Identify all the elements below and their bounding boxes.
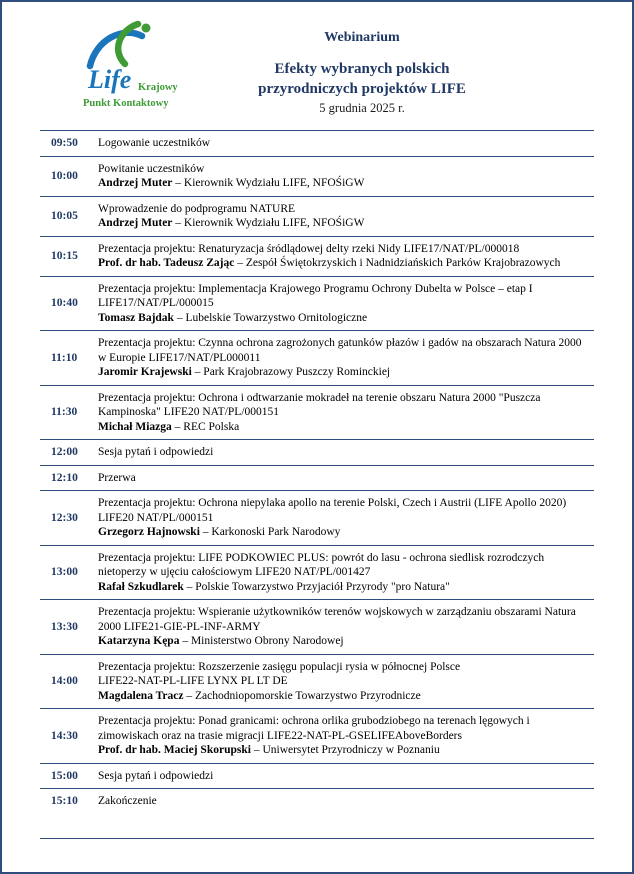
agenda-time: 14:30 [51,729,78,742]
speaker-name: Grzegorz Hajnowski [98,526,200,538]
agenda-speaker-line [98,256,592,271]
agenda-speaker-line [98,420,592,435]
speaker-name: Jaromir Krajewski [98,366,192,378]
agenda-time: 12:30 [51,511,78,524]
speaker-affiliation: – Zachodniopomorskie Towarzystwo Przyrodnicze [183,689,421,702]
agenda-detail-line: Przerwa [98,471,136,484]
agenda-detail-line: Prezentacja projektu: LIFE PODKOWIEC PLUS: powrót do lasu - ochrona siedlisk rozrodczych nietoperzy w ujęciu całościowym LIFE20 NAT/PL/001427 [98,551,545,578]
agenda-time: 10:05 [51,210,78,222]
speaker-name: Prof. dr hab. Maciej Skorupski [98,744,251,756]
agenda-speaker-line [98,525,592,540]
agenda-detail-line: Prezentacja projektu: Implementacja Krajowego Programu Ochrony Dubelta w Polsce – etap I LIFE17/NAT/PL/000015 [98,282,533,309]
agenda-description [98,551,594,595]
subtitle-line-2: przyrodniczych projektów LIFE [258,81,466,97]
agenda-row [40,788,594,838]
agenda-description [98,336,594,380]
agenda-description [98,445,594,460]
speaker-affiliation: – Zespół Świętokrzyskich i Nadnidziańskich Parków Krajobrazowych [234,257,561,269]
agenda-time: 15:10 [51,795,78,808]
agenda-description [98,471,594,486]
agenda-detail-line: Prezentacja projektu: Renaturyzacja śródlądowej delty rzeki Nidy LIFE17/NAT/PL/000018 [98,242,520,255]
agenda-detail-line: Sesja pytań i odpowiedzi [98,769,214,782]
agenda-row [40,236,594,276]
speaker-affiliation: – Polskie Towarzystwo Przyjaciół Przyrody "pro Natura" [183,580,450,593]
agenda-row [40,156,594,196]
agenda-row [40,763,594,789]
agenda-detail-line: Prezentacja projektu: Wspieranie użytkowników terenów wojskowych w zarządzaniu obszarami Natura 2000 LIFE21-GIE-PL-INF-ARMY [98,606,576,633]
agenda-time: 10:15 [51,250,78,262]
agenda-row [40,599,594,654]
speaker-affiliation: – Park Krajobrazowy Puszczy Rominckiej [191,366,391,378]
agenda-speaker-line [98,216,592,231]
logo-krajowy-text: Krajowy [138,82,178,93]
speaker-name: Katarzyna Kępa [98,635,180,647]
agenda-speaker-line [98,311,592,326]
agenda-detail-line: LIFE22-NAT-PL-LIFE LYNX PL LT DE [98,675,288,687]
agenda-time: 14:00 [51,675,78,688]
agenda-row [40,276,594,331]
agenda-list [40,130,594,839]
title-block [172,30,552,116]
agenda-detail-line: Powitanie uczestników [98,162,205,175]
agenda-time: 10:00 [51,170,78,182]
agenda-row [40,545,594,600]
speaker-affiliation: – Ministerstwo Obrony Narodowej [179,635,344,647]
agenda-time: 09:50 [51,137,78,150]
agenda-speaker-line [98,743,592,758]
agenda-row [40,654,594,709]
speaker-affiliation: – Uniwersytet Przyrodniczy w Poznaniu [250,744,440,756]
agenda-description [98,769,594,784]
agenda-time: 10:40 [51,297,78,310]
logo-swoosh-icon [90,24,151,67]
agenda-description [98,714,594,758]
agenda-description [98,162,594,191]
life-logo-graphic [80,18,180,118]
page-title: Webinarium [324,30,400,45]
agenda-description [98,242,594,271]
speaker-name: Tomasz Bajdak [98,311,174,324]
agenda-description [98,794,594,809]
agenda-detail-line: Prezentacja projektu: Rozszerzenie zasięgu populacji rysia w północnej Polsce [98,660,461,673]
speaker-name: Michał Miazga [98,420,172,433]
agenda-time: 15:00 [51,769,78,782]
agenda-row [40,385,594,440]
agenda-row [40,490,594,545]
agenda-time: 13:00 [51,566,78,579]
speaker-affiliation: – Kierownik Wydziału LIFE, NFOŚiGW [172,177,365,189]
speaker-affiliation: – REC Polska [171,420,240,433]
agenda-time: 13:30 [51,620,78,633]
agenda-detail-line: Prezentacja projektu: Ochrona niepylaka apollo na terenie Polski, Czech i Austrii (LIFE Apollo 2020) LIFE20 NAT/PL/000151 [98,497,567,524]
agenda-detail-line: Prezentacja projektu: Ponad granicami: ochrona orlika grubodziobego na terenach lęgowych i zimowiskach oraz na trasie migracji LIFE22-NAT-PL-GSELIFEAboveBorders [98,715,530,742]
agenda-row [40,330,594,385]
agenda-detail-line: Wprowadzenie do podprogramu NATURE [98,202,296,215]
agenda-description [98,136,594,151]
agenda-speaker-line [98,634,592,649]
agenda-description [98,391,594,435]
agenda-detail-line: Prezentacja projektu: Ochrona i odtwarzanie mokradeł na terenie obszaru Natura 2000 "Puszcza Kampinoska" LIFE20 NAT/PL/000151 [98,391,541,418]
agenda-detail-line: Sesja pytań i odpowiedzi [98,446,214,458]
speaker-name: Andrzej Muter [98,177,173,189]
header [2,2,632,130]
agenda-row [40,196,594,236]
agenda-time: 11:30 [51,406,78,419]
agenda-speaker-line [98,580,592,595]
agenda-description [98,496,594,540]
subtitle-line-1: Efekty wybranych polskich [274,61,450,77]
agenda-speaker-line [98,365,592,380]
speaker-affiliation: – Kierownik Wydziału LIFE, NFOŚiGW [172,217,365,229]
speaker-name: Andrzej Muter [98,217,173,229]
agenda-row [40,439,594,465]
agenda-detail-line: Prezentacja projektu: Czynna ochrona zagrożonych gatunków płazów i gadów na obszarach Natura 2000 w Europie LIFE17/NAT/PL000011 [98,337,582,364]
life-kpk-logo [80,18,180,118]
speaker-affiliation: – Lubelskie Towarzystwo Ornitologiczne [173,311,368,324]
agenda-time: 11:10 [51,351,78,364]
logo-punkt-kontaktowy-text: Punkt Kontaktowy [83,98,169,109]
event-date: 5 grudnia 2025 r. [319,101,405,115]
agenda-description [98,202,594,231]
agenda-detail-line: Logowanie uczestników [98,137,211,149]
agenda-time: 12:10 [51,471,78,484]
agenda-row [40,130,594,156]
speaker-name: Magdalena Tracz [98,689,184,702]
agenda-detail-line: Zakończenie [98,795,157,807]
speaker-name: Rafał Szkudlarek [98,580,184,593]
agenda-description [98,605,594,649]
speaker-name: Prof. dr hab. Tadeusz Zając [98,257,235,269]
agenda-time: 12:00 [51,446,78,459]
speaker-affiliation: – Karkonoski Park Narodowy [199,526,341,538]
agenda-description [98,282,594,326]
agenda-row [40,465,594,491]
agenda-description [98,660,594,704]
logo-life-text: Life [88,65,132,94]
agenda-speaker-line [98,689,592,704]
agenda-speaker-line [98,176,592,191]
agenda-row [40,708,594,763]
